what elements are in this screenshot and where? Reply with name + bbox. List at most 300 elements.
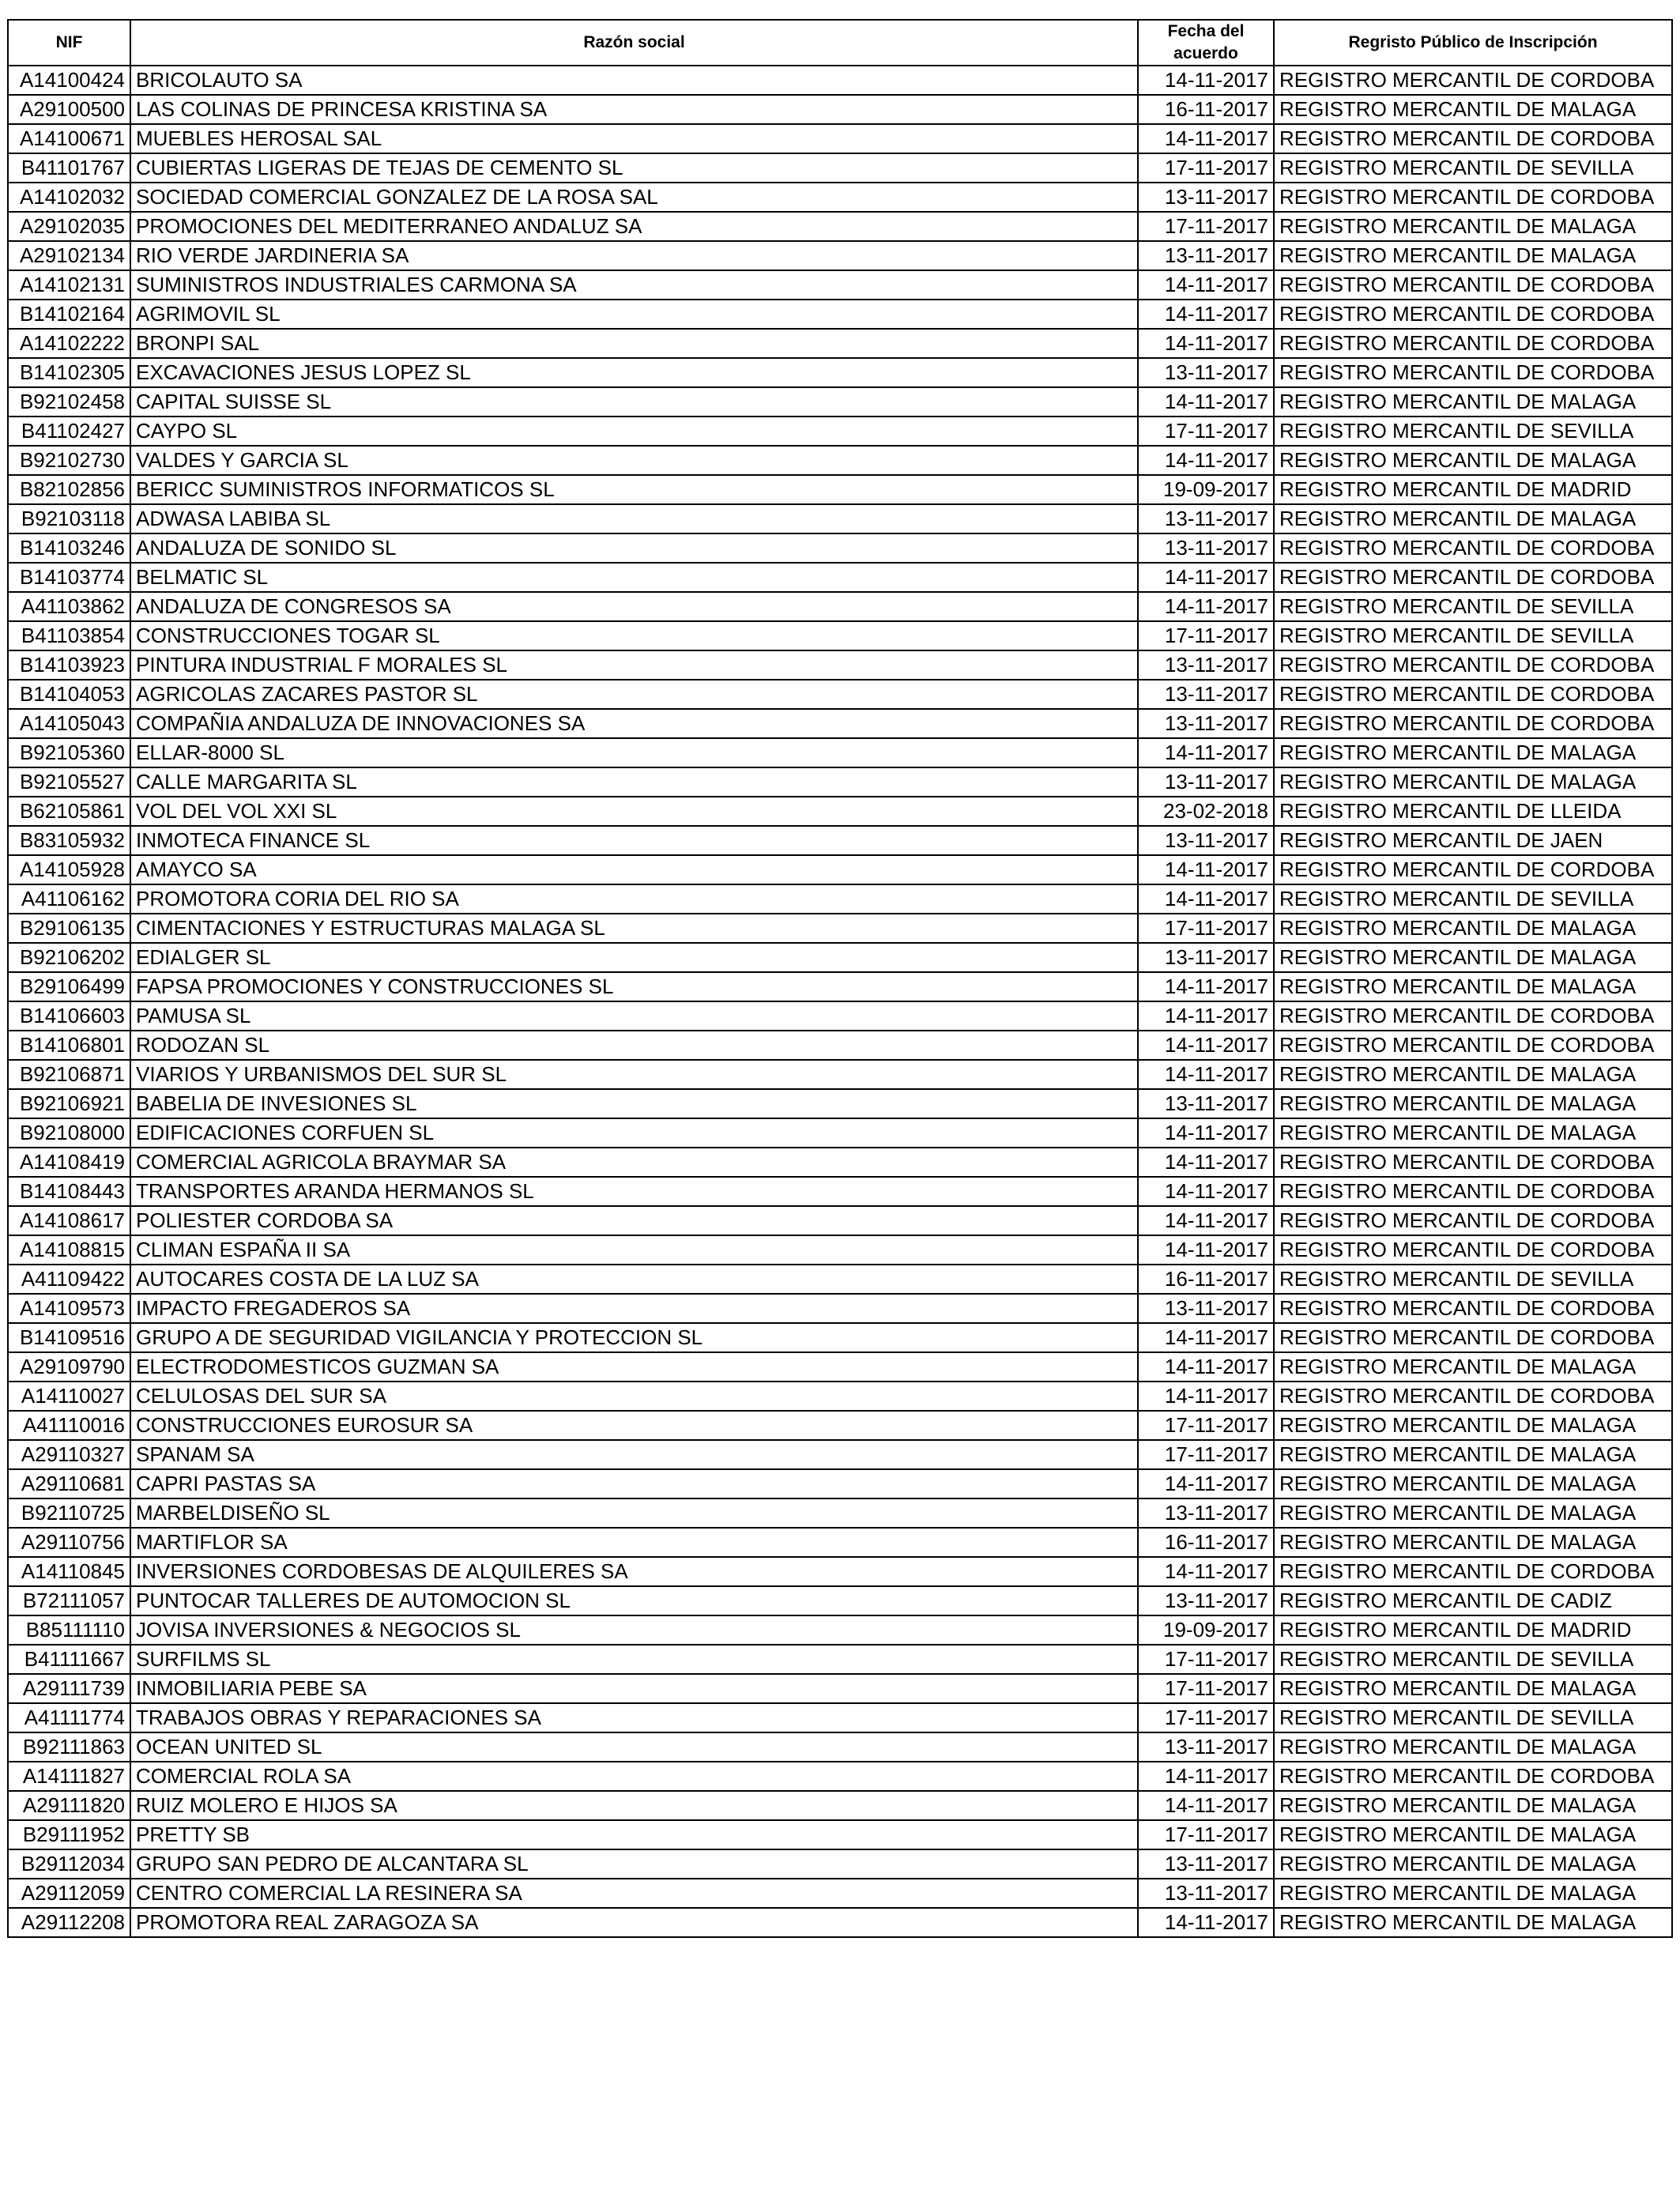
registro-cell: REGISTRO MERCANTIL DE SEVILLA	[1274, 417, 1672, 446]
table-row	[8, 270, 1672, 300]
nif-cell: B29112034	[8, 1849, 130, 1879]
fecha-cell: 13-11-2017	[1138, 1732, 1274, 1762]
table-row	[8, 1265, 1672, 1294]
table-row	[8, 1703, 1672, 1732]
nif-cell: B92103118	[8, 504, 130, 533]
nif-cell: B92110725	[8, 1498, 130, 1528]
table-row	[8, 1849, 1672, 1879]
nif-cell: A14108617	[8, 1206, 130, 1235]
fecha-cell: 14-11-2017	[1138, 1001, 1274, 1031]
nif-cell: A29112059	[8, 1879, 130, 1908]
razon-social-cell: ANDALUZA DE CONGRESOS SA	[130, 592, 1138, 621]
fecha-cell: 17-11-2017	[1138, 621, 1274, 650]
fecha-cell: 14-11-2017	[1138, 1557, 1274, 1586]
fecha-cell: 17-11-2017	[1138, 1440, 1274, 1469]
table-row	[8, 1177, 1672, 1206]
table-row	[8, 855, 1672, 884]
registro-cell: REGISTRO MERCANTIL DE MADRID	[1274, 1615, 1672, 1645]
registro-cell: REGISTRO MERCANTIL DE MALAGA	[1274, 446, 1672, 475]
header-registro: Regristo Público de Inscripción	[1274, 20, 1672, 66]
nif-cell: A29111820	[8, 1791, 130, 1820]
fecha-cell: 19-09-2017	[1138, 1615, 1274, 1645]
registro-cell: REGISTRO MERCANTIL DE CADIZ	[1274, 1586, 1672, 1615]
razon-social-cell: SOCIEDAD COMERCIAL GONZALEZ DE LA ROSA SAL	[130, 183, 1138, 212]
table-row	[8, 1148, 1672, 1177]
table-row	[8, 1762, 1672, 1791]
nif-cell: A29110756	[8, 1528, 130, 1557]
razon-social-cell: VOL DEL VOL XXI SL	[130, 797, 1138, 826]
razon-social-cell: VIARIOS Y URBANISMOS DEL SUR SL	[130, 1060, 1138, 1089]
registro-cell: REGISTRO MERCANTIL DE CORDOBA	[1274, 650, 1672, 680]
razon-social-cell: AMAYCO SA	[130, 855, 1138, 884]
table-row	[8, 1118, 1672, 1148]
razon-social-cell: EDIFICACIONES CORFUEN SL	[130, 1118, 1138, 1148]
razon-social-cell: ANDALUZA DE SONIDO SL	[130, 533, 1138, 563]
nif-cell: B14103246	[8, 533, 130, 563]
razon-social-cell: LAS COLINAS DE PRINCESA KRISTINA SA	[130, 95, 1138, 124]
razon-social-cell: INMOBILIARIA PEBE SA	[130, 1674, 1138, 1703]
fecha-cell: 17-11-2017	[1138, 914, 1274, 943]
registro-cell: REGISTRO MERCANTIL DE SEVILLA	[1274, 884, 1672, 914]
nif-cell: B92106921	[8, 1089, 130, 1118]
table-row	[8, 1089, 1672, 1118]
nif-cell: A14111827	[8, 1762, 130, 1791]
registro-cell: REGISTRO MERCANTIL DE MALAGA	[1274, 943, 1672, 972]
fecha-cell: 14-11-2017	[1138, 1791, 1274, 1820]
table-row	[8, 1732, 1672, 1762]
registro-cell: REGISTRO MERCANTIL DE CORDOBA	[1274, 300, 1672, 329]
nif-cell: A29111739	[8, 1674, 130, 1703]
nif-cell: A41111774	[8, 1703, 130, 1732]
fecha-cell: 14-11-2017	[1138, 1323, 1274, 1352]
registro-cell: REGISTRO MERCANTIL DE CORDOBA	[1274, 183, 1672, 212]
registro-cell: REGISTRO MERCANTIL DE SEVILLA	[1274, 621, 1672, 650]
nif-cell: B92105527	[8, 767, 130, 797]
table-row	[8, 533, 1672, 563]
razon-social-cell: OCEAN UNITED SL	[130, 1732, 1138, 1762]
razon-social-cell: CONSTRUCCIONES TOGAR SL	[130, 621, 1138, 650]
table-row	[8, 1060, 1672, 1089]
registro-cell: REGISTRO MERCANTIL DE CORDOBA	[1274, 533, 1672, 563]
table-row	[8, 914, 1672, 943]
table-row	[8, 1586, 1672, 1615]
razon-social-cell: PROMOCIONES DEL MEDITERRANEO ANDALUZ SA	[130, 212, 1138, 241]
table-row	[8, 884, 1672, 914]
razon-social-cell: EDIALGER SL	[130, 943, 1138, 972]
table-row	[8, 680, 1672, 709]
razon-social-cell: GRUPO A DE SEGURIDAD VIGILANCIA Y PROTECCION SL	[130, 1323, 1138, 1352]
registro-cell: REGISTRO MERCANTIL DE CORDOBA	[1274, 1206, 1672, 1235]
nif-cell: B92106871	[8, 1060, 130, 1089]
fecha-cell: 14-11-2017	[1138, 1762, 1274, 1791]
nif-cell: B92108000	[8, 1118, 130, 1148]
table-row	[8, 66, 1672, 95]
registro-cell: REGISTRO MERCANTIL DE SEVILLA	[1274, 1645, 1672, 1674]
table-row	[8, 943, 1672, 972]
header-fecha-acuerdo	[1138, 20, 1274, 66]
table-row	[8, 1674, 1672, 1703]
nif-cell: A14108419	[8, 1148, 130, 1177]
registro-cell: REGISTRO MERCANTIL DE MALAGA	[1274, 1440, 1672, 1469]
registro-cell: REGISTRO MERCANTIL DE MALAGA	[1274, 1469, 1672, 1498]
table-row	[8, 241, 1672, 270]
table-row	[8, 1235, 1672, 1265]
registro-cell: REGISTRO MERCANTIL DE MALAGA	[1274, 1674, 1672, 1703]
razon-social-cell: COMERCIAL AGRICOLA BRAYMAR SA	[130, 1148, 1138, 1177]
fecha-cell: 13-11-2017	[1138, 1089, 1274, 1118]
razon-social-cell: ADWASA LABIBA SL	[130, 504, 1138, 533]
registro-cell: REGISTRO MERCANTIL DE MADRID	[1274, 475, 1672, 504]
registro-cell: REGISTRO MERCANTIL DE SEVILLA	[1274, 153, 1672, 183]
nif-cell: B14102164	[8, 300, 130, 329]
nif-cell: A14105043	[8, 709, 130, 738]
nif-cell: A29110681	[8, 1469, 130, 1498]
header-fecha-line2: acuerdo	[1173, 44, 1238, 62]
registro-cell: REGISTRO MERCANTIL DE LLEIDA	[1274, 797, 1672, 826]
registro-cell: REGISTRO MERCANTIL DE MALAGA	[1274, 1820, 1672, 1849]
nif-cell: B72111057	[8, 1586, 130, 1615]
table-row	[8, 358, 1672, 387]
fecha-cell: 14-11-2017	[1138, 972, 1274, 1001]
registro-cell: REGISTRO MERCANTIL DE CORDOBA	[1274, 1323, 1672, 1352]
razon-social-cell: TRABAJOS OBRAS Y REPARACIONES SA	[130, 1703, 1138, 1732]
razon-social-cell: GRUPO SAN PEDRO DE ALCANTARA SL	[130, 1849, 1138, 1879]
nif-cell: A14102032	[8, 183, 130, 212]
razon-social-cell: INMOTECA FINANCE SL	[130, 826, 1138, 855]
razon-social-cell: MARBELDISEÑO SL	[130, 1498, 1138, 1528]
razon-social-cell: PROMOTORA REAL ZARAGOZA SA	[130, 1908, 1138, 1937]
razon-social-cell: FAPSA PROMOCIONES Y CONSTRUCCIONES SL	[130, 972, 1138, 1001]
table-row	[8, 1615, 1672, 1645]
nif-cell: B41102427	[8, 417, 130, 446]
razon-social-cell: BABELIA DE INVESIONES SL	[130, 1089, 1138, 1118]
registro-cell: REGISTRO MERCANTIL DE JAEN	[1274, 826, 1672, 855]
table-row	[8, 183, 1672, 212]
table-row	[8, 1294, 1672, 1323]
razon-social-cell: BERICC SUMINISTROS INFORMATICOS SL	[130, 475, 1138, 504]
nif-cell: B14103774	[8, 563, 130, 592]
registry-table	[7, 19, 1673, 1938]
nif-cell: B92105360	[8, 738, 130, 767]
nif-cell: A14105928	[8, 855, 130, 884]
fecha-cell: 14-11-2017	[1138, 1382, 1274, 1411]
razon-social-cell: CLIMAN ESPAÑA II SA	[130, 1235, 1138, 1265]
fecha-cell: 13-11-2017	[1138, 767, 1274, 797]
nif-cell: B92111863	[8, 1732, 130, 1762]
registro-cell: REGISTRO MERCANTIL DE CORDOBA	[1274, 66, 1672, 95]
nif-cell: B29111952	[8, 1820, 130, 1849]
razon-social-cell: JOVISA INVERSIONES & NEGOCIOS SL	[130, 1615, 1138, 1645]
razon-social-cell: BELMATIC SL	[130, 563, 1138, 592]
razon-social-cell: PUNTOCAR TALLERES DE AUTOMOCION SL	[130, 1586, 1138, 1615]
nif-cell: B92102730	[8, 446, 130, 475]
table-body	[8, 66, 1672, 1937]
nif-cell: B41103854	[8, 621, 130, 650]
fecha-cell: 17-11-2017	[1138, 1820, 1274, 1849]
nif-cell: A14102131	[8, 270, 130, 300]
registro-cell: REGISTRO MERCANTIL DE CORDOBA	[1274, 1557, 1672, 1586]
nif-cell: A29102035	[8, 212, 130, 241]
registro-cell: REGISTRO MERCANTIL DE MALAGA	[1274, 241, 1672, 270]
registro-cell: REGISTRO MERCANTIL DE CORDOBA	[1274, 1031, 1672, 1060]
fecha-cell: 13-11-2017	[1138, 1879, 1274, 1908]
registro-cell: REGISTRO MERCANTIL DE CORDOBA	[1274, 1177, 1672, 1206]
registro-cell: REGISTRO MERCANTIL DE MALAGA	[1274, 1908, 1672, 1937]
nif-cell: A41110016	[8, 1411, 130, 1440]
razon-social-cell: SUMINISTROS INDUSTRIALES CARMONA SA	[130, 270, 1138, 300]
table-row	[8, 1206, 1672, 1235]
registro-cell: REGISTRO MERCANTIL DE MALAGA	[1274, 1732, 1672, 1762]
razon-social-cell: CAPRI PASTAS SA	[130, 1469, 1138, 1498]
nif-cell: B82102856	[8, 475, 130, 504]
razon-social-cell: EXCAVACIONES JESUS LOPEZ SL	[130, 358, 1138, 387]
fecha-cell: 23-02-2018	[1138, 797, 1274, 826]
fecha-cell: 13-11-2017	[1138, 504, 1274, 533]
table-row	[8, 417, 1672, 446]
fecha-cell: 16-11-2017	[1138, 1528, 1274, 1557]
nif-cell: A41103862	[8, 592, 130, 621]
registro-cell: REGISTRO MERCANTIL DE MALAGA	[1274, 1528, 1672, 1557]
nif-cell: B92106202	[8, 943, 130, 972]
fecha-cell: 14-11-2017	[1138, 1031, 1274, 1060]
razon-social-cell: PAMUSA SL	[130, 1001, 1138, 1031]
nif-cell: A29100500	[8, 95, 130, 124]
header-row	[8, 20, 1672, 66]
registro-cell: REGISTRO MERCANTIL DE SEVILLA	[1274, 592, 1672, 621]
table-row	[8, 1001, 1672, 1031]
table-row	[8, 797, 1672, 826]
nif-cell: B41101767	[8, 153, 130, 183]
nif-cell: A29109790	[8, 1352, 130, 1382]
registro-cell: REGISTRO MERCANTIL DE SEVILLA	[1274, 1265, 1672, 1294]
fecha-cell: 13-11-2017	[1138, 183, 1274, 212]
registro-cell: REGISTRO MERCANTIL DE CORDOBA	[1274, 1001, 1672, 1031]
nif-cell: B29106499	[8, 972, 130, 1001]
nif-cell: B14106603	[8, 1001, 130, 1031]
table-row	[8, 1645, 1672, 1674]
nif-cell: B14103923	[8, 650, 130, 680]
registro-cell: REGISTRO MERCANTIL DE MALAGA	[1274, 972, 1672, 1001]
razon-social-cell: MARTIFLOR SA	[130, 1528, 1138, 1557]
registro-cell: REGISTRO MERCANTIL DE MALAGA	[1274, 1791, 1672, 1820]
table-row	[8, 153, 1672, 183]
fecha-cell: 13-11-2017	[1138, 709, 1274, 738]
nif-cell: B29106135	[8, 914, 130, 943]
table-row	[8, 972, 1672, 1001]
razon-social-cell: RUIZ MOLERO E HIJOS SA	[130, 1791, 1138, 1820]
nif-cell: B85111110	[8, 1615, 130, 1645]
fecha-cell: 17-11-2017	[1138, 212, 1274, 241]
fecha-cell: 14-11-2017	[1138, 563, 1274, 592]
razon-social-cell: ELLAR-8000 SL	[130, 738, 1138, 767]
nif-cell: B14104053	[8, 680, 130, 709]
fecha-cell: 13-11-2017	[1138, 680, 1274, 709]
fecha-cell: 14-11-2017	[1138, 124, 1274, 153]
razon-social-cell: ELECTRODOMESTICOS GUZMAN SA	[130, 1352, 1138, 1382]
fecha-cell: 13-11-2017	[1138, 1849, 1274, 1879]
razon-social-cell: PRETTY SB	[130, 1820, 1138, 1849]
razon-social-cell: SURFILMS SL	[130, 1645, 1138, 1674]
registro-cell: REGISTRO MERCANTIL DE CORDOBA	[1274, 1382, 1672, 1411]
table-row	[8, 709, 1672, 738]
table-row	[8, 1323, 1672, 1352]
fecha-cell: 17-11-2017	[1138, 1645, 1274, 1674]
registro-cell: REGISTRO MERCANTIL DE MALAGA	[1274, 387, 1672, 417]
registro-cell: REGISTRO MERCANTIL DE MALAGA	[1274, 767, 1672, 797]
fecha-cell: 14-11-2017	[1138, 738, 1274, 767]
table-row	[8, 329, 1672, 358]
fecha-cell: 13-11-2017	[1138, 358, 1274, 387]
table-row	[8, 826, 1672, 855]
registro-cell: REGISTRO MERCANTIL DE MALAGA	[1274, 1352, 1672, 1382]
table-row	[8, 621, 1672, 650]
table-row	[8, 1908, 1672, 1937]
table-row	[8, 1031, 1672, 1060]
nif-cell: B41111667	[8, 1645, 130, 1674]
table-row	[8, 504, 1672, 533]
razon-social-cell: MUEBLES HEROSAL SAL	[130, 124, 1138, 153]
nif-cell: A29110327	[8, 1440, 130, 1469]
table-row	[8, 1498, 1672, 1528]
registro-cell: REGISTRO MERCANTIL DE MALAGA	[1274, 95, 1672, 124]
fecha-cell: 13-11-2017	[1138, 943, 1274, 972]
registro-cell: REGISTRO MERCANTIL DE MALAGA	[1274, 1118, 1672, 1148]
table-row	[8, 1469, 1672, 1498]
fecha-cell: 14-11-2017	[1138, 270, 1274, 300]
razon-social-cell: CAYPO SL	[130, 417, 1138, 446]
fecha-cell: 14-11-2017	[1138, 1469, 1274, 1498]
table-row	[8, 767, 1672, 797]
razon-social-cell: COMPAÑIA ANDALUZA DE INNOVACIONES SA	[130, 709, 1138, 738]
razon-social-cell: POLIESTER CORDOBA SA	[130, 1206, 1138, 1235]
registro-cell: REGISTRO MERCANTIL DE MALAGA	[1274, 212, 1672, 241]
registro-cell: REGISTRO MERCANTIL DE MALAGA	[1274, 504, 1672, 533]
razon-social-cell: AGRICOLAS ZACARES PASTOR SL	[130, 680, 1138, 709]
razon-social-cell: CENTRO COMERCIAL LA RESINERA SA	[130, 1879, 1138, 1908]
registro-cell: REGISTRO MERCANTIL DE MALAGA	[1274, 1498, 1672, 1528]
fecha-cell: 13-11-2017	[1138, 533, 1274, 563]
header-razon-social: Razón social	[130, 20, 1138, 66]
fecha-cell: 19-09-2017	[1138, 475, 1274, 504]
nif-cell: A14110027	[8, 1382, 130, 1411]
table-row	[8, 95, 1672, 124]
registro-cell: REGISTRO MERCANTIL DE MALAGA	[1274, 738, 1672, 767]
registro-cell: REGISTRO MERCANTIL DE MALAGA	[1274, 1089, 1672, 1118]
registro-cell: REGISTRO MERCANTIL DE CORDOBA	[1274, 680, 1672, 709]
registro-cell: REGISTRO MERCANTIL DE MALAGA	[1274, 1879, 1672, 1908]
nif-cell: B14108443	[8, 1177, 130, 1206]
table-row	[8, 1411, 1672, 1440]
header-nif: NIF	[8, 20, 130, 66]
registro-cell: REGISTRO MERCANTIL DE CORDOBA	[1274, 1148, 1672, 1177]
table-row	[8, 1879, 1672, 1908]
registro-cell: REGISTRO MERCANTIL DE CORDOBA	[1274, 1762, 1672, 1791]
nif-cell: A29102134	[8, 241, 130, 270]
nif-cell: A41109422	[8, 1265, 130, 1294]
razon-social-cell: AUTOCARES COSTA DE LA LUZ SA	[130, 1265, 1138, 1294]
table-row	[8, 592, 1672, 621]
fecha-cell: 17-11-2017	[1138, 153, 1274, 183]
fecha-cell: 14-11-2017	[1138, 592, 1274, 621]
registro-cell: REGISTRO MERCANTIL DE MALAGA	[1274, 1060, 1672, 1089]
registro-cell: REGISTRO MERCANTIL DE CORDOBA	[1274, 329, 1672, 358]
razon-social-cell: COMERCIAL ROLA SA	[130, 1762, 1138, 1791]
registro-cell: REGISTRO MERCANTIL DE MALAGA	[1274, 914, 1672, 943]
razon-social-cell: VALDES Y GARCIA SL	[130, 446, 1138, 475]
razon-social-cell: CIMENTACIONES Y ESTRUCTURAS MALAGA SL	[130, 914, 1138, 943]
table-row	[8, 387, 1672, 417]
razon-social-cell: TRANSPORTES ARANDA HERMANOS SL	[130, 1177, 1138, 1206]
fecha-cell: 13-11-2017	[1138, 241, 1274, 270]
table-row	[8, 300, 1672, 329]
razon-social-cell: CAPITAL SUISSE SL	[130, 387, 1138, 417]
razon-social-cell: BRONPI SAL	[130, 329, 1138, 358]
fecha-cell: 14-11-2017	[1138, 329, 1274, 358]
fecha-cell: 14-11-2017	[1138, 446, 1274, 475]
table-row	[8, 1382, 1672, 1411]
fecha-cell: 14-11-2017	[1138, 300, 1274, 329]
table-row	[8, 650, 1672, 680]
nif-cell: A29112208	[8, 1908, 130, 1937]
razon-social-cell: CALLE MARGARITA SL	[130, 767, 1138, 797]
nif-cell: B83105932	[8, 826, 130, 855]
fecha-cell: 14-11-2017	[1138, 1235, 1274, 1265]
razon-social-cell: INVERSIONES CORDOBESAS DE ALQUILERES SA	[130, 1557, 1138, 1586]
nif-cell: B92102458	[8, 387, 130, 417]
razon-social-cell: BRICOLAUTO SA	[130, 66, 1138, 95]
razon-social-cell: RODOZAN SL	[130, 1031, 1138, 1060]
table-row	[8, 446, 1672, 475]
table-row	[8, 1440, 1672, 1469]
fecha-cell: 13-11-2017	[1138, 1586, 1274, 1615]
fecha-cell: 16-11-2017	[1138, 95, 1274, 124]
fecha-cell: 13-11-2017	[1138, 1294, 1274, 1323]
fecha-cell: 14-11-2017	[1138, 1148, 1274, 1177]
registro-cell: REGISTRO MERCANTIL DE CORDOBA	[1274, 358, 1672, 387]
table-row	[8, 1352, 1672, 1382]
table-row	[8, 1820, 1672, 1849]
nif-cell: B14102305	[8, 358, 130, 387]
table-row	[8, 124, 1672, 153]
table-row	[8, 1528, 1672, 1557]
nif-cell: A14109573	[8, 1294, 130, 1323]
nif-cell: A14108815	[8, 1235, 130, 1265]
registro-cell: REGISTRO MERCANTIL DE MALAGA	[1274, 1849, 1672, 1879]
registro-cell: REGISTRO MERCANTIL DE MALAGA	[1274, 1411, 1672, 1440]
razon-social-cell: SPANAM SA	[130, 1440, 1138, 1469]
registro-cell: REGISTRO MERCANTIL DE SEVILLA	[1274, 1703, 1672, 1732]
fecha-cell: 13-11-2017	[1138, 1498, 1274, 1528]
fecha-cell: 14-11-2017	[1138, 1118, 1274, 1148]
fecha-cell: 13-11-2017	[1138, 826, 1274, 855]
razon-social-cell: PINTURA INDUSTRIAL F MORALES SL	[130, 650, 1138, 680]
nif-cell: A41106162	[8, 884, 130, 914]
nif-cell: B14109516	[8, 1323, 130, 1352]
table-row	[8, 212, 1672, 241]
fecha-cell: 14-11-2017	[1138, 1177, 1274, 1206]
nif-cell: A14100424	[8, 66, 130, 95]
fecha-cell: 16-11-2017	[1138, 1265, 1274, 1294]
registro-cell: REGISTRO MERCANTIL DE CORDOBA	[1274, 563, 1672, 592]
fecha-cell: 14-11-2017	[1138, 1352, 1274, 1382]
razon-social-cell: CUBIERTAS LIGERAS DE TEJAS DE CEMENTO SL	[130, 153, 1138, 183]
fecha-cell: 14-11-2017	[1138, 855, 1274, 884]
registro-cell: REGISTRO MERCANTIL DE CORDOBA	[1274, 855, 1672, 884]
table-row	[8, 563, 1672, 592]
table-row	[8, 1557, 1672, 1586]
table-row	[8, 738, 1672, 767]
registro-cell: REGISTRO MERCANTIL DE CORDOBA	[1274, 709, 1672, 738]
